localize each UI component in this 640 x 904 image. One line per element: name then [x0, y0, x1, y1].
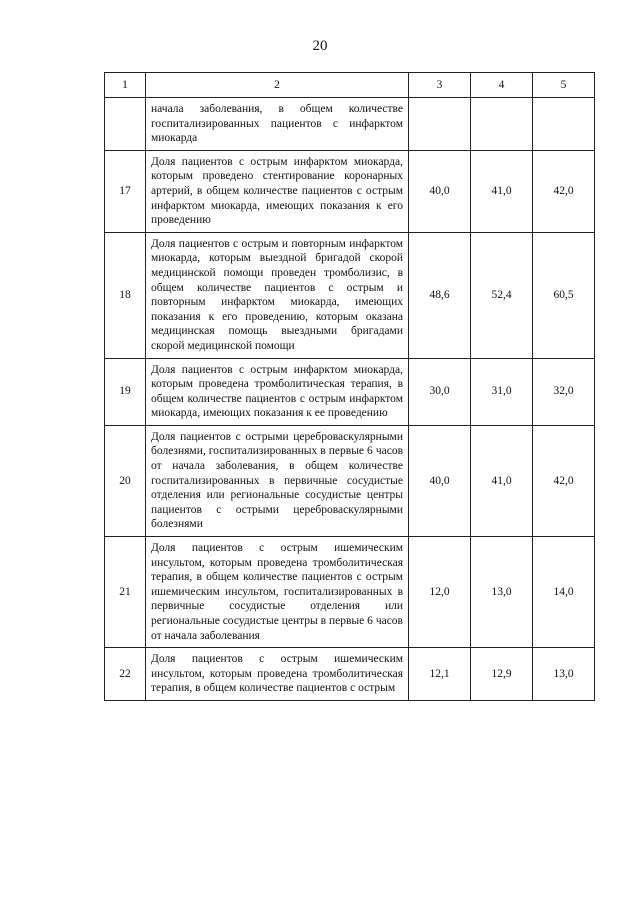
value-col3: 12,0 — [409, 537, 471, 648]
value-col4: 13,0 — [471, 537, 533, 648]
indicator-description: Доля пациентов с острыми цереброваскулярными болезнями, госпитализированных в первые 6 часов от начала заболевания, в общем количестве госпитализированных в первичные сосудистые отделения или региональные сосудистые центры пациентов с острыми цереброваскулярными болезнями — [146, 425, 409, 536]
value-col4: 52,4 — [471, 232, 533, 358]
value-col3: 30,0 — [409, 358, 471, 425]
indicator-description: Доля пациентов с острым инфарктом миокарда, которым проведена тромболитическая терапия, в общем количестве пациентов с острым инфарктом миокарда, имеющих показания к ее проведению — [146, 358, 409, 425]
row-number — [105, 98, 146, 151]
row-number: 19 — [105, 358, 146, 425]
value-col3: 40,0 — [409, 425, 471, 536]
value-col4 — [471, 98, 533, 151]
value-col4: 41,0 — [471, 425, 533, 536]
table-row — [105, 425, 595, 536]
value-col3: 12,1 — [409, 648, 471, 701]
table-row — [105, 537, 595, 648]
row-number: 21 — [105, 537, 146, 648]
value-col5: 60,5 — [533, 232, 595, 358]
table-row — [105, 358, 595, 425]
row-number: 20 — [105, 425, 146, 536]
value-col4: 12,9 — [471, 648, 533, 701]
row-number: 18 — [105, 232, 146, 358]
column-header: 3 — [409, 73, 471, 98]
value-col3: 40,0 — [409, 150, 471, 232]
table-header-row — [105, 73, 595, 98]
indicator-description: Доля пациентов с острым ишемическим инсультом, которым проведена тромболитическая терапия, в общем количестве пациентов с острым — [146, 648, 409, 701]
value-col5: 13,0 — [533, 648, 595, 701]
table-row — [105, 98, 595, 151]
value-col5 — [533, 98, 595, 151]
column-header: 1 — [105, 73, 146, 98]
page-number: 20 — [312, 38, 328, 54]
indicator-description: начала заболевания, в общем количестве госпитализированных пациентов с инфарктом миокарда — [146, 98, 409, 151]
column-header: 2 — [146, 73, 409, 98]
indicator-description: Доля пациентов с острым ишемическим инсультом, которым проведена тромболитическая терапия, в общем количестве пациентов с острым ишемическим инсультом, госпитализированных в первичные сосудистые отделения или региональные сосудистые центры в первые 6 часов от начала заболевания — [146, 537, 409, 648]
table-row — [105, 648, 595, 701]
value-col4: 41,0 — [471, 150, 533, 232]
table-row — [105, 232, 595, 358]
value-col5: 42,0 — [533, 150, 595, 232]
value-col5: 14,0 — [533, 537, 595, 648]
indicator-description: Доля пациентов с острым и повторным инфарктом миокарда, которым выездной бригадой скорой медицинской помощи проведен тромболизис, в общем количестве пациентов с острым и повторным инфарктом миокарда, имеющих показания к его проведению, которым оказана медицинская помощь выездными бригадами скорой медицинской помощи — [146, 232, 409, 358]
value-col5: 32,0 — [533, 358, 595, 425]
table-row — [105, 150, 595, 232]
row-number: 22 — [105, 648, 146, 701]
column-header: 4 — [471, 73, 533, 98]
value-col4: 31,0 — [471, 358, 533, 425]
value-col3: 48,6 — [409, 232, 471, 358]
row-number: 17 — [105, 150, 146, 232]
indicator-description: Доля пациентов с острым инфарктом миокарда, которым проведено стентирование коронарных артерий, в общем количестве пациентов с острым инфарктом миокарда, имеющих показания к его проведению — [146, 150, 409, 232]
column-header: 5 — [533, 73, 595, 98]
value-col3 — [409, 98, 471, 151]
indicators-table — [104, 72, 595, 701]
value-col5: 42,0 — [533, 425, 595, 536]
